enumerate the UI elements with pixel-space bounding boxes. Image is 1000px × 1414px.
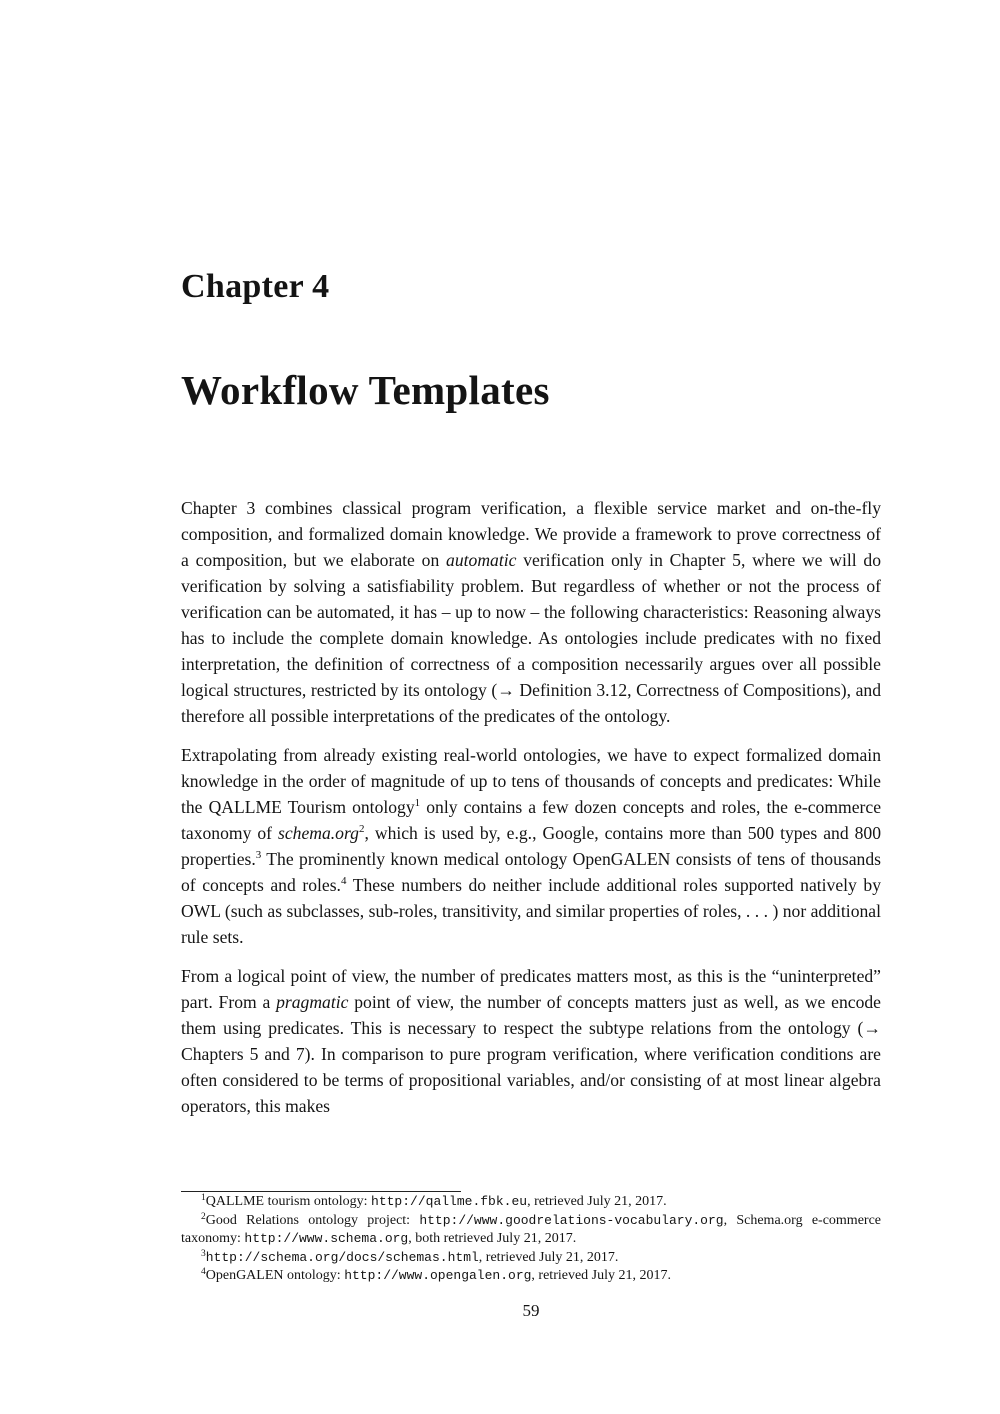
- footnote-divider: [181, 1191, 461, 1192]
- paragraph-text: The prominently known medical ontology OpenGALEN consists of tens of thousands of concepts and roles.: [181, 849, 881, 895]
- footnote-text: , retrieved July 21, 2017.: [478, 1249, 619, 1265]
- footnote-number: 2: [201, 1211, 206, 1222]
- paragraph-text: Chapter 3 combines classical program verification, a flexible service market and on-the-fly composition, and formalized domain knowledge. We provide a framework to prove correctness of a composition, but we elaborate on: [181, 498, 881, 570]
- emphasis-text: automatic: [446, 550, 517, 570]
- footnote-text: , retrieved July 21, 2017.: [527, 1194, 667, 1209]
- paragraph-text: point of view, the number of concepts matters just as well, as we encode them using predicates. This is necessary to respect the subtype relations from the ontology (→ Chapters 5 and 7). In comparison to pure program verification, where verification conditions are often considered to be terms of propositional variables, and/or consisting of at most linear algebra operators, this makes: [181, 992, 881, 1116]
- paragraph-text: Extrapolating from already existing real-world ontologies, we have to expect formalized domain knowledge in the order of magnitude of up to tens of thousands of concepts and predicates: While the QALLME Tourism ontology: [181, 745, 881, 817]
- footnote-url[interactable]: http://www.schema.org: [244, 1231, 409, 1246]
- paragraph-text: From a logical point of view, the number of predicates matters most, as this is the “uninterpreted” part. From a: [181, 966, 881, 1012]
- footnote-2: [181, 1212, 881, 1249]
- footnote-number: 1: [201, 1193, 206, 1203]
- paragraph-text: only contains a few dozen concepts and roles, the e-commerce taxonomy of: [181, 797, 881, 843]
- footnote-marker[interactable]: 1: [414, 797, 421, 809]
- paragraph-text: , which is used by, e.g., Google, contains more than 500 types and 800 properties.: [181, 823, 881, 869]
- footnote-url[interactable]: http://qallme.fbk.eu: [371, 1194, 528, 1209]
- footnote-text: OpenGALEN ontology:: [205, 1268, 345, 1283]
- footnote-number: 3: [201, 1248, 206, 1259]
- footnotes: [181, 1193, 881, 1286]
- paragraph-text: verification only in Chapter 5, where we will do verification by solving a satisfiability problem. But regardless of whether or not the process of verification can be automated, it has – up to now – the following characteristics: Reasoning always has to include the complete domain knowledge. As ontologies include predicates with no fixed interpretation, the definition of correctness of a composition necessarily argues over all possible logical structures, restricted by its ontology (→ Definition 3.12, Correctness of Compositions), and therefore all possible interpretations of the predicates of the ontology.: [181, 550, 881, 726]
- footnote-1: [181, 1193, 881, 1212]
- footnote-text: , both retrieved July 21, 2017.: [408, 1231, 577, 1246]
- document-page: [181, 0, 881, 1414]
- footnote-4: [181, 1267, 881, 1286]
- footnote-text: , retrieved July 21, 2017.: [531, 1268, 672, 1283]
- footnote-text: , Schema.org e-commerce taxonomy:: [181, 1212, 881, 1246]
- footnote-3: [181, 1249, 881, 1268]
- chapter-label: Chapter 4: [181, 268, 330, 305]
- footnote-text: QALLME tourism ontology:: [205, 1194, 372, 1209]
- footnote-marker[interactable]: 4: [340, 875, 347, 887]
- paragraph-2: [181, 742, 881, 950]
- footnote-url[interactable]: http://schema.org/docs/schemas.html: [205, 1249, 479, 1265]
- paragraph-1: [181, 495, 881, 729]
- footnote-marker[interactable]: 3: [255, 849, 262, 861]
- footnote-url[interactable]: http://www.goodrelations-vocabulary.org: [419, 1212, 724, 1228]
- paragraph-text: These numbers do neither include additional roles supported natively by OWL (such as subclasses, sub-roles, transitivity, and similar properties of roles, . . . ) nor additional rule sets.: [181, 875, 882, 947]
- chapter-title: Workflow Templates: [181, 367, 550, 413]
- footnote-url[interactable]: http://www.opengalen.org: [344, 1268, 532, 1283]
- page-number: 59: [522, 1301, 540, 1320]
- footnote-number: 4: [201, 1267, 206, 1277]
- footnote-marker[interactable]: 2: [358, 823, 365, 835]
- body-text: [181, 495, 881, 1132]
- emphasis-text: schema.org: [278, 823, 359, 843]
- emphasis-text: pragmatic: [276, 992, 349, 1012]
- paragraph-3: [181, 963, 881, 1119]
- footnote-text: Good Relations ontology project:: [205, 1212, 420, 1228]
